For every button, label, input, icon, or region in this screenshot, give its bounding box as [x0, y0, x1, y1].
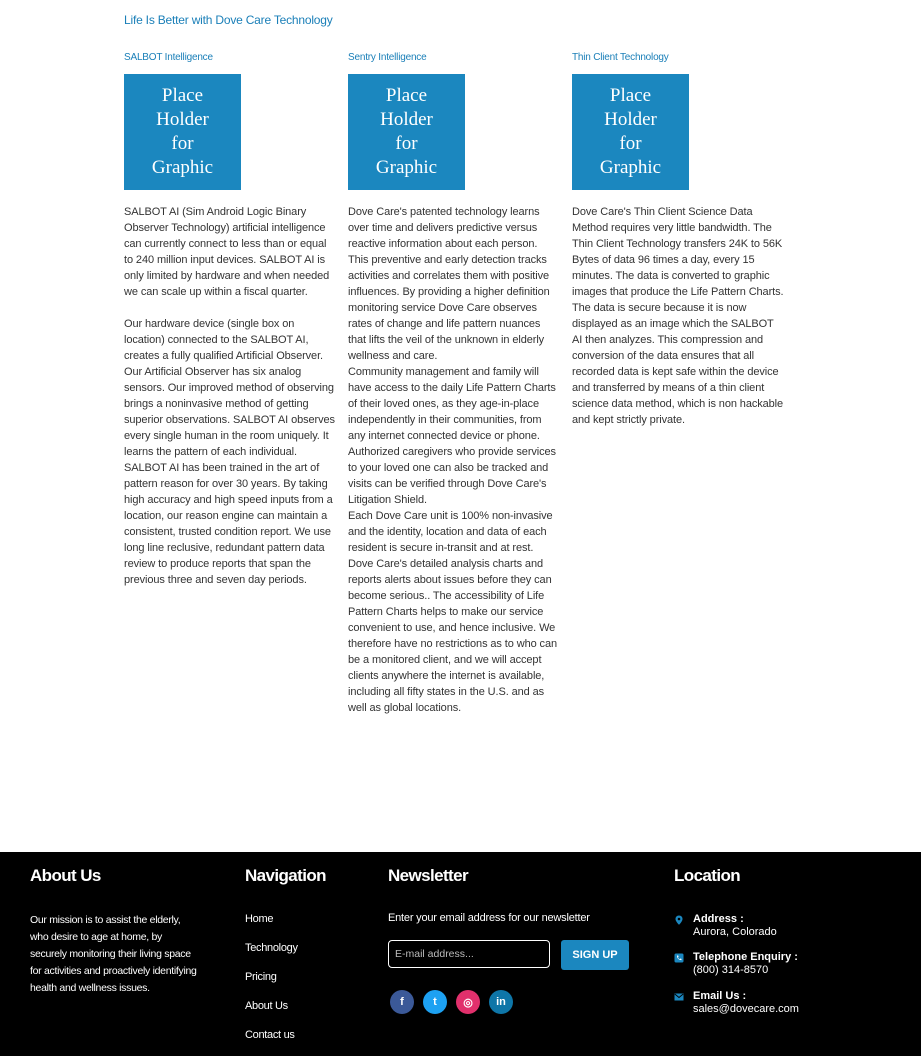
paragraph: Our hardware device (single box on location) connected to the SALBOT AI, creates a fully qualified Artificial Observer. Our Artificial Observer has six analog sensors. Our improved method of observing brings a noninvasive method of getting superior observations. SALBOT AI observes every single human in the room uniquely. It learns the pattern of each individual.: [124, 318, 335, 458]
placeholder-graphic: Place Holder for Graphic: [348, 74, 465, 190]
feature-column-salbot: [124, 52, 336, 588]
phone-label: Telephone Enquiry :: [693, 951, 798, 963]
paragraph: Authorized caregivers who provide services to your loved one can also be tracked and visits can be verified through Dove Care's Litigation Shield.: [348, 446, 556, 506]
nav-link-home[interactable]: Home: [245, 913, 274, 925]
page-tagline: Life Is Better with Dove Care Technology: [124, 13, 333, 27]
column-title: Thin Client Technology: [572, 52, 669, 63]
nav-link-pricing[interactable]: Pricing: [245, 971, 277, 983]
email-value[interactable]: sales@dovecare.com: [693, 1003, 799, 1015]
placeholder-graphic: Place Holder for Graphic: [572, 74, 689, 190]
signup-button[interactable]: SIGN UP: [561, 940, 629, 970]
phone-value[interactable]: (800) 314-8570: [693, 964, 769, 976]
envelope-icon: [674, 992, 684, 1002]
about-text: Our mission is to assist the elderly, who desire to age at home, by securely monitoring their living space for activities and proactively identifying health and wellness issues.: [30, 914, 197, 994]
newsletter-text: Enter your email address for our newsletter: [388, 912, 590, 924]
email-label: Email Us :: [693, 990, 747, 1002]
paragraph: SALBOT AI has been trained in the art of pattern reason for over 30 years. By taking high accuracy and high speed inputs from a location, our reason engine can maintain a consistent, trusted condition report. We use long line reclusive, redundant pattern data review to produce reports that span the previous three and seven day periods.: [124, 462, 333, 586]
footer-nav: [245, 910, 298, 1055]
column-body: [572, 204, 784, 428]
facebook-icon[interactable]: f: [390, 990, 414, 1014]
twitter-icon[interactable]: t: [423, 990, 447, 1014]
column-title: Sentry Intelligence: [348, 52, 427, 63]
feature-column-thin-client: [572, 52, 784, 428]
location-heading: Location: [674, 866, 741, 885]
paragraph: Dove Care's Thin Client Science Data Method requires very little bandwidth. The Thin Client Technology transfers 24K to 56K Bytes of data 96 times a day, every 15 minutes. The data is converted to graphic images that produce the Life Pattern Charts. The data is secure because it is now displayed as an image which the SALBOT AI then analyzes. This compression and conversion of the data ensures that all recorded data is kept safe within the device and transferred by means of a thin client science data method, which is non hackable and kept strictly private.: [572, 206, 784, 426]
site-footer: [0, 852, 921, 1056]
navigation-heading: Navigation: [245, 866, 326, 885]
paragraph: Dove Care's patented technology learns over time and delivers predictive versus reactive information about each person. This preventive and early detection tracks activities and correlates them with positive influences. By providing a higher definition monitoring service Dove Care observes rates of change and life pattern nuances that lifts the veil of the unknown in elderly wellness and care.: [348, 206, 550, 362]
nav-link-contact-us[interactable]: Contact us: [245, 1029, 295, 1041]
phone-icon: [674, 953, 684, 963]
placeholder-graphic: Place Holder for Graphic: [124, 74, 241, 190]
nav-link-technology[interactable]: Technology: [245, 942, 298, 954]
nav-link-about-us[interactable]: About Us: [245, 1000, 288, 1012]
column-body: [348, 204, 560, 716]
newsletter-heading: Newsletter: [388, 866, 468, 885]
linkedin-icon[interactable]: in: [489, 990, 513, 1014]
address-value: Aurora, Colorado: [693, 926, 777, 938]
feature-column-sentry: [348, 52, 560, 716]
instagram-icon[interactable]: ◎: [456, 990, 480, 1014]
about-heading: About Us: [30, 866, 101, 885]
address-label: Address :: [693, 913, 744, 925]
column-body: [124, 204, 336, 588]
paragraph: SALBOT AI (Sim Android Logic Binary Observer Technology) artificial intelligence can currently connect to less than or equal to 240 million input devices. SALBOT AI is only limited by hardware and when needed we can scale up within a fiscal quarter.: [124, 206, 330, 298]
column-title: SALBOT Intelligence: [124, 52, 213, 63]
map-pin-icon: [674, 915, 684, 925]
newsletter-email-input[interactable]: [388, 940, 550, 968]
paragraph: Community management and family will have access to the daily Life Pattern Charts of their loved ones, as they age-in-place independently in their communities, from any internet connected device or phone.: [348, 366, 556, 442]
paragraph: Each Dove Care unit is 100% non-invasive and the identity, location and data of each resident is secure in-transit and at rest. Dove Care's detailed analysis charts and reports alerts about issues before they can become serious.. The accessibility of Life Pattern Charts helps to make our service convenient to use, and hence inclusive. We therefore have no restrictions as to who can be a monitored client, and we will accept clients anywhere the internet is available, including all fifty states in the U.S. and as well as global locations.: [348, 510, 557, 714]
